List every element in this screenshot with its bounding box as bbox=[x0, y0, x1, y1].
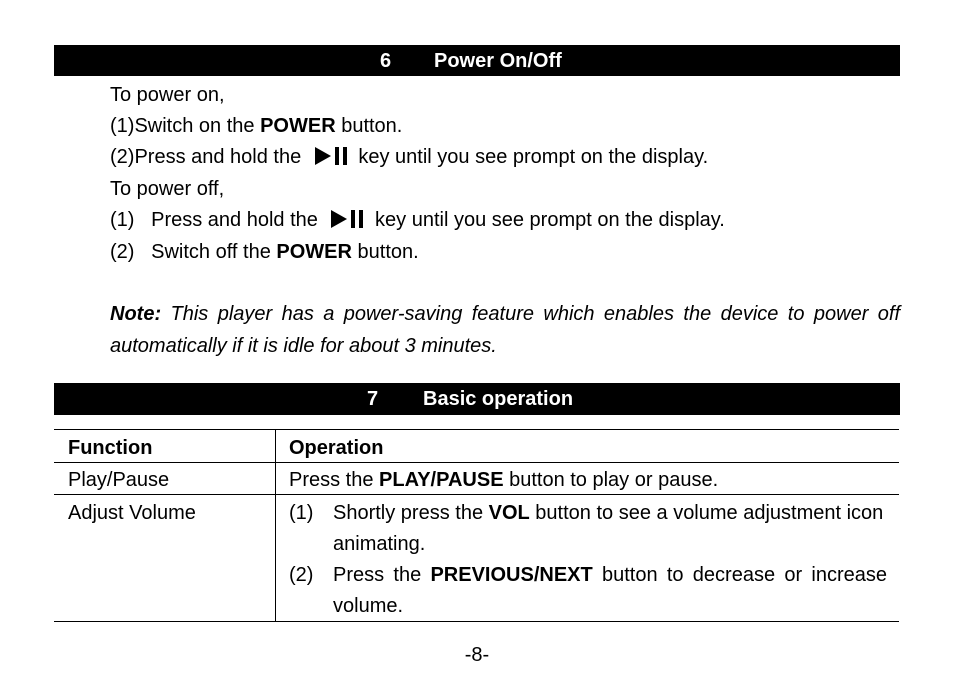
power-on-intro: To power on, bbox=[110, 84, 225, 106]
section-title: Power On/Off bbox=[434, 50, 562, 72]
vol-keyword: VOL bbox=[488, 502, 530, 524]
note-paragraph bbox=[110, 298, 900, 362]
step-text bbox=[333, 498, 887, 560]
step-number: (2) bbox=[110, 146, 135, 168]
step-number: (1) bbox=[110, 115, 135, 137]
header-function: Function bbox=[68, 437, 153, 459]
table-column-divider bbox=[275, 429, 276, 622]
section-number: 6 bbox=[380, 50, 392, 72]
step-text-pre: Switch on the bbox=[134, 115, 261, 137]
section-number: 7 bbox=[367, 388, 379, 410]
row-play-pause-function: Play/Pause bbox=[68, 469, 170, 491]
step-number: (1) bbox=[110, 209, 135, 231]
note-label: Note: bbox=[110, 303, 162, 325]
power-off-step-2 bbox=[110, 240, 419, 264]
play-pause-icon bbox=[329, 209, 365, 235]
play-pause-keyword: PLAY/PAUSE bbox=[379, 469, 504, 491]
op-text-post: button to play or pause. bbox=[503, 469, 719, 491]
step-text-post: button to decrease or increase volume. bbox=[333, 564, 887, 617]
step-text-pre: Press and hold the bbox=[151, 209, 324, 231]
page-number: -8- bbox=[464, 644, 490, 666]
step-text-post: button. bbox=[351, 241, 419, 263]
step-text-pre: Switch off the bbox=[151, 241, 277, 263]
step-number: (1) bbox=[289, 502, 314, 524]
power-on-step-1 bbox=[110, 114, 402, 138]
step-text-pre: Shortly press the bbox=[333, 502, 489, 524]
power-off-intro: To power off, bbox=[110, 178, 225, 200]
step-text-post: button. bbox=[335, 115, 403, 137]
step-text-post: key until you see prompt on the display. bbox=[352, 146, 709, 168]
step-text-post: key until you see prompt on the display. bbox=[369, 209, 725, 231]
header-operation: Operation bbox=[289, 437, 384, 459]
step-text-pre: Press and hold the bbox=[134, 146, 307, 168]
step-number: (2) bbox=[110, 241, 135, 263]
section-title: Basic operation bbox=[423, 388, 574, 410]
step-text-post: button to see a volume adjustment icon animating. bbox=[333, 502, 884, 555]
section-7-header bbox=[54, 383, 900, 415]
table-top-rule bbox=[54, 429, 899, 430]
power-off-step-1 bbox=[110, 208, 725, 235]
table-row-rule bbox=[54, 494, 899, 495]
table-header-rule bbox=[54, 462, 899, 463]
play-pause-icon bbox=[313, 146, 349, 172]
step-number: (2) bbox=[289, 564, 314, 586]
step-text-pre: Press the bbox=[333, 564, 431, 586]
section-6-header bbox=[54, 45, 900, 76]
power-on-step-2 bbox=[110, 145, 708, 172]
row-volume-function: Adjust Volume bbox=[68, 502, 196, 524]
note-text: This player has a power-saving feature which enables the device to power off automatically if it is idle for about 3 minutes. bbox=[110, 303, 900, 357]
step-text bbox=[333, 560, 887, 622]
op-text-pre: Press the bbox=[289, 469, 380, 491]
row-play-pause-operation bbox=[289, 468, 718, 492]
power-keyword: POWER bbox=[260, 115, 336, 137]
previous-next-keyword: PREVIOUS/NEXT bbox=[430, 564, 593, 586]
power-keyword: POWER bbox=[276, 241, 352, 263]
